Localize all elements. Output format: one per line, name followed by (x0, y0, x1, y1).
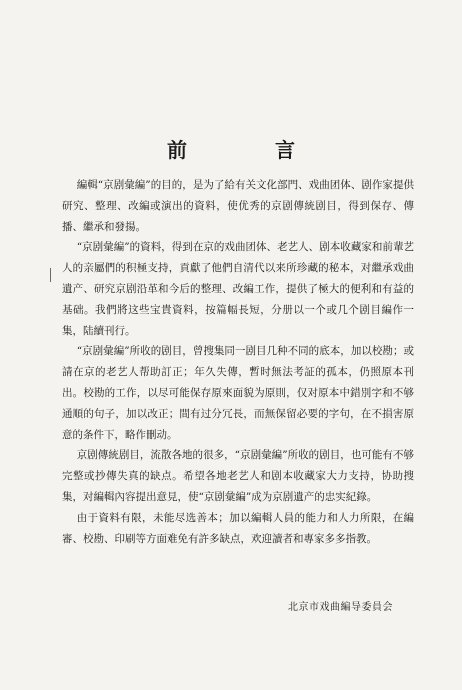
paragraph-apology: 由于資料有限，未能尽选善本；加以編輯人員的能力和人力所限，在編審、校勘、印刷等方面难免有許多缺点，欢迎讀者和專家多多指教。 (62, 511, 414, 545)
paragraph-purpose: 編輯“京剧彙編”的目的，是为了給有关文化部門、戏曲团体、剧作家提供研究、整理、改編或演出的資料，使优秀的京剧傳統剧目，得到保存、傳播、繼承和發揚。 (62, 179, 414, 233)
paragraph-sources: “京剧彙編”的資料，得到在京的戏曲团体、老艺人、剧本收藏家和前輩艺人的亲屬們的积極支持，貢獻了他們自清代以来所珍藏的秘本，对繼承戏曲遺产、研究京剧沿革和今后的整理、改編工作，提供了極大的便利和有益的基础。我們將这些宝貴資料，按篇幅長短，分册以一个或几个剧目編作一集，陆續刊行。 (62, 241, 414, 337)
paragraph-appeal: 京剧傳統剧目，流散各地的很多，“京剧彙編”所收的剧目，也可能有不够完整或抄傳失真的缺点。希望各地老艺人和剧本收藏家大力支持，协助搜集，对編輯內容提出意見，使“京剧彙編”成为京剧遺产的忠实紀錄。 (62, 449, 414, 503)
preface-body (62, 175, 414, 549)
margin-mark (50, 268, 51, 282)
paragraph-editing: “京剧彙編”所收的剧目，曾搜集同一剧目几种不同的底本，加以校勘；或請在京的老艺人帮助訂正；年久失傳，暫时無法考証的孤本，仍照原本刊出。校勘的工作，以尽可能保存原來面貌为原則，仅对原本中錯別字和不够通順的句子，加以改正；間有过分冗長，而無保留必要的字句，在不損害原意的条件下，略作刪动。 (62, 345, 414, 441)
signature: 北京市戏曲編导委員会 (288, 602, 393, 613)
page-title: 前 言 (167, 138, 329, 162)
